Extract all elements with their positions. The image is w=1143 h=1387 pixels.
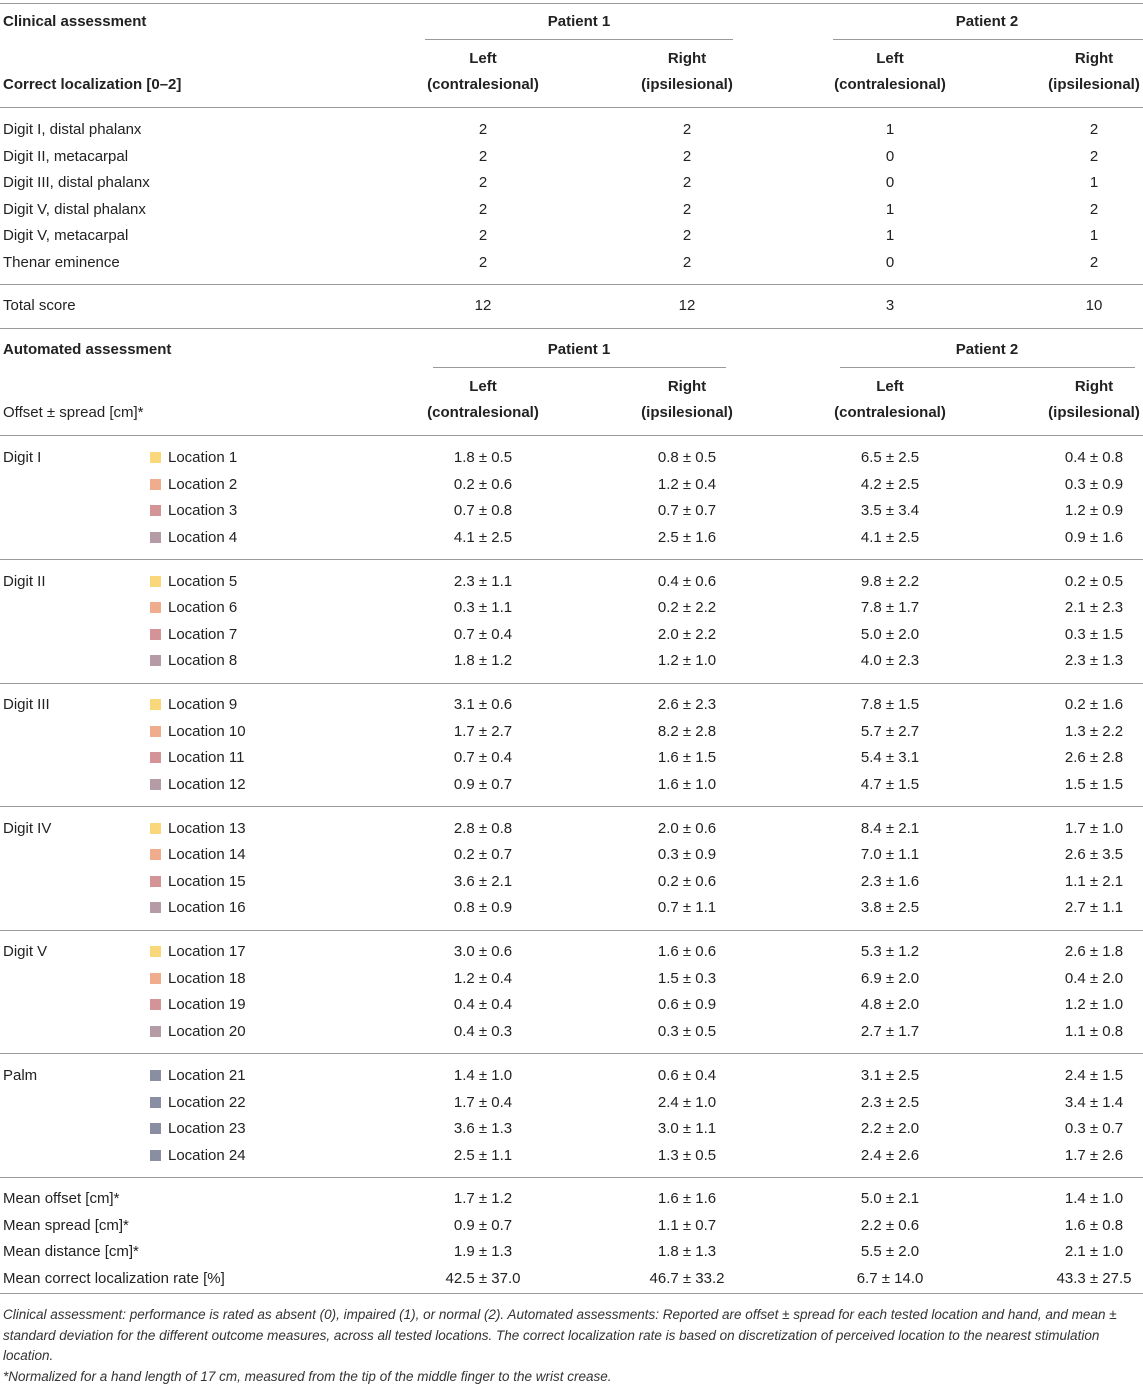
patient-underline (840, 367, 1135, 368)
table-footnote (3, 1305, 1141, 1387)
patient-underline (425, 39, 733, 40)
location-label: Location 4 (168, 528, 238, 546)
table-cell: 0.2 ± 0.6 (453, 475, 513, 493)
location-color-swatch (150, 973, 161, 984)
clinical-subheader: Correct localization [0–2] (3, 76, 182, 93)
table-cell: 0.3 ± 0.7 (1064, 1120, 1124, 1137)
summary-cell: 1.8 ± 1.3 (657, 1243, 717, 1260)
table-cell: 0.4 ± 0.8 (1064, 449, 1124, 466)
table-cell: 1.1 ± 0.8 (1064, 1022, 1124, 1040)
table-cell: 0.4 ± 0.4 (453, 996, 513, 1014)
summary-cell: 46.7 ± 33.2 (649, 1269, 725, 1287)
table-cell: 4.0 ± 2.3 (860, 652, 920, 670)
row-label: Digit III, distal phalanx (3, 174, 150, 191)
table-cell: 0 (885, 147, 895, 165)
patient-header: Patient 2 (955, 13, 1019, 30)
column-side-header: Right (1074, 378, 1114, 395)
footnote-main: Clinical assessment: performance is rated as absent (0), impaired (1), or normal (2). Automated assessments: Reported are offset ± spread for each tested location and hand, and mean ± standard deviation for the different outcome measures, across all tested locations. The correct localization rate is based on discretization of perceived location to the nearest stimulation location. (3, 1307, 1117, 1363)
table-cell: 0.6 ± 0.9 (657, 996, 717, 1014)
location-label: Location 13 (168, 819, 246, 837)
total-cell: 12 (678, 297, 696, 314)
bottom-rule (0, 1293, 1143, 1294)
patient-header: Patient 2 (955, 341, 1019, 358)
table-cell: 2 (1089, 121, 1099, 138)
table-cell: 1.8 ± 0.5 (453, 449, 513, 466)
location-color-swatch (150, 602, 161, 613)
table-cell: 2 (682, 200, 692, 218)
table-cell: 2.0 ± 2.2 (657, 625, 717, 643)
table-cell: 0.7 ± 1.1 (657, 899, 717, 917)
table-cell: 2 (1089, 253, 1099, 271)
table-cell: 2.5 ± 1.1 (453, 1146, 513, 1164)
summary-cell: 1.6 ± 1.6 (657, 1190, 717, 1207)
location-label: Location 23 (168, 1120, 246, 1137)
table-cell: 1.4 ± 1.0 (453, 1067, 513, 1084)
table-cell: 0.2 ± 2.2 (657, 599, 717, 617)
table-cell: 1.2 ± 0.4 (453, 969, 513, 987)
group-rule (0, 806, 1143, 807)
summary-cell: 0.9 ± 0.7 (453, 1216, 513, 1234)
location-color-swatch (150, 1150, 161, 1161)
table-cell: 2.0 ± 0.6 (657, 819, 717, 837)
table-cell: 7.8 ± 1.5 (860, 696, 920, 714)
table-cell: 3.0 ± 0.6 (453, 943, 513, 961)
total-cell: 3 (885, 297, 895, 314)
table-cell: 2.5 ± 1.6 (657, 528, 717, 546)
summary-cell: 1.4 ± 1.0 (1064, 1190, 1124, 1207)
column-side-header: Right (667, 50, 707, 67)
table-cell: 1.2 ± 1.0 (657, 652, 717, 670)
table-cell: 1.5 ± 1.5 (1064, 775, 1124, 793)
table-cell: 2.6 ± 2.8 (1064, 749, 1124, 767)
table-cell: 3.8 ± 2.5 (860, 899, 920, 917)
table-cell: 1 (885, 121, 895, 138)
column-side-header: Right (1074, 50, 1114, 67)
table-cell: 5.7 ± 2.7 (860, 722, 920, 740)
column-desc-header: (contralesional) (427, 76, 539, 93)
table-cell: 4.7 ± 1.5 (860, 775, 920, 793)
header-rule (0, 435, 1143, 436)
table-cell: 4.1 ± 2.5 (453, 528, 513, 546)
table-cell: 0.8 ± 0.9 (453, 899, 513, 917)
table-cell: 1.2 ± 1.0 (1064, 996, 1124, 1014)
table-cell: 2 (1089, 200, 1099, 218)
table-cell: 1.5 ± 0.3 (657, 969, 717, 987)
table-cell: 8.2 ± 2.8 (657, 722, 717, 740)
table-cell: 0.3 ± 1.5 (1064, 625, 1124, 643)
table-cell: 1.1 ± 2.1 (1064, 872, 1124, 890)
location-color-swatch (150, 823, 161, 834)
location-label: Location 7 (168, 625, 238, 643)
location-color-swatch (150, 1026, 161, 1037)
group-label: Digit II (3, 572, 46, 590)
summary-label: Mean offset [cm]* (3, 1190, 120, 1207)
table-cell: 2.3 ± 2.5 (860, 1093, 920, 1111)
table-cell: 1.2 ± 0.9 (1064, 502, 1124, 519)
patient-header: Patient 1 (547, 341, 611, 358)
location-color-swatch (150, 629, 161, 640)
table-cell: 0.4 ± 2.0 (1064, 969, 1124, 987)
column-desc-header: (contralesional) (427, 404, 539, 421)
location-color-swatch (150, 1097, 161, 1108)
summary-cell: 5.0 ± 2.1 (860, 1190, 920, 1207)
automated-title: Automated assessment (3, 341, 172, 358)
table-cell: 1.6 ± 1.0 (657, 775, 717, 793)
table-cell: 1.7 ± 2.7 (453, 722, 513, 740)
table-cell: 2.7 ± 1.1 (1064, 899, 1124, 917)
group-rule (0, 930, 1143, 931)
table-cell: 0.9 ± 1.6 (1064, 528, 1124, 546)
column-side-header: Left (876, 378, 904, 395)
table-cell: 2 (478, 253, 488, 271)
table-cell: 2.7 ± 1.7 (860, 1022, 920, 1040)
patient-underline (833, 39, 1143, 40)
table-cell: 1.3 ± 0.5 (657, 1146, 717, 1164)
summary-cell: 1.6 ± 0.8 (1064, 1216, 1124, 1234)
summary-cell: 6.7 ± 14.0 (856, 1269, 924, 1287)
table-cell: 0.7 ± 0.4 (453, 625, 513, 643)
table-cell: 2.1 ± 2.3 (1064, 599, 1124, 617)
table-cell: 4.2 ± 2.5 (860, 475, 920, 493)
location-color-swatch (150, 576, 161, 587)
table-cell: 2.3 ± 1.3 (1064, 652, 1124, 670)
table-cell: 0.3 ± 1.1 (453, 599, 513, 617)
location-label: Location 24 (168, 1146, 246, 1164)
table-cell: 2.2 ± 2.0 (860, 1120, 920, 1137)
total-cell: 12 (474, 297, 492, 314)
group-label: Digit III (3, 696, 50, 714)
table-cell: 2 (682, 147, 692, 165)
location-color-swatch (150, 779, 161, 790)
patient-header: Patient 1 (547, 13, 611, 30)
table-cell: 6.9 ± 2.0 (860, 969, 920, 987)
summary-label: Mean spread [cm]* (3, 1216, 129, 1234)
table-cell: 3.0 ± 1.1 (657, 1120, 717, 1137)
location-label: Location 1 (168, 449, 238, 466)
column-desc-header: (ipsilesional) (1048, 76, 1140, 93)
location-label: Location 6 (168, 599, 238, 617)
group-label: Digit V (3, 943, 48, 961)
location-color-swatch (150, 505, 161, 516)
table-cell: 2.4 ± 1.5 (1064, 1067, 1124, 1084)
table-cell: 3.5 ± 3.4 (860, 502, 920, 519)
group-rule (0, 559, 1143, 560)
row-label: Digit V, metacarpal (3, 227, 129, 244)
total-label: Total score (3, 297, 76, 314)
summary-label: Mean distance [cm]* (3, 1243, 139, 1260)
table-cell: 2.3 ± 1.1 (453, 572, 513, 590)
group-rule (0, 1177, 1143, 1178)
table-cell: 2.6 ± 1.8 (1064, 943, 1124, 961)
column-side-header: Right (667, 378, 707, 395)
table-cell: 3.4 ± 1.4 (1064, 1093, 1124, 1111)
table-cell: 0.2 ± 0.7 (453, 846, 513, 864)
location-color-swatch (150, 699, 161, 710)
table-cell: 1 (885, 227, 895, 244)
column-side-header: Left (469, 50, 497, 67)
row-label: Digit V, distal phalanx (3, 200, 146, 218)
table-cell: 1 (885, 200, 895, 218)
table-cell: 2.6 ± 3.5 (1064, 846, 1124, 864)
table-cell: 0.3 ± 0.9 (657, 846, 717, 864)
table-cell: 4.8 ± 2.0 (860, 996, 920, 1014)
column-side-header: Left (876, 50, 904, 67)
table-cell: 2 (478, 174, 488, 191)
row-label: Digit I, distal phalanx (3, 121, 142, 138)
table-cell: 2 (478, 227, 488, 244)
summary-cell: 42.5 ± 37.0 (445, 1269, 521, 1287)
table-cell: 2 (1089, 147, 1099, 165)
table-cell: 6.5 ± 2.5 (860, 449, 920, 466)
location-color-swatch (150, 999, 161, 1010)
location-label: Location 3 (168, 502, 238, 519)
location-color-swatch (150, 1070, 161, 1081)
table-cell: 1 (1089, 174, 1099, 191)
table-cell: 0 (885, 253, 895, 271)
table-cell: 2.6 ± 2.3 (657, 696, 717, 714)
table-cell: 1.6 ± 0.6 (657, 943, 717, 961)
table-cell: 0.3 ± 0.9 (1064, 475, 1124, 493)
location-label: Location 19 (168, 996, 246, 1014)
location-label: Location 11 (168, 749, 245, 767)
table-cell: 2 (682, 174, 692, 191)
table-cell: 2 (478, 200, 488, 218)
table-cell: 0.7 ± 0.8 (453, 502, 513, 519)
table-cell: 7.0 ± 1.1 (860, 846, 920, 864)
table-cell: 0.3 ± 0.5 (657, 1022, 717, 1040)
location-label: Location 22 (168, 1093, 246, 1111)
column-desc-header: (contralesional) (834, 404, 946, 421)
table-cell: 0.2 ± 0.5 (1064, 572, 1124, 590)
table-cell: 3.1 ± 2.5 (860, 1067, 920, 1084)
table-cell: 7.8 ± 1.7 (860, 599, 920, 617)
location-color-swatch (150, 752, 161, 763)
table-cell: 0.2 ± 1.6 (1064, 696, 1124, 714)
table-cell: 2.4 ± 1.0 (657, 1093, 717, 1111)
table-cell: 2.8 ± 0.8 (453, 819, 513, 837)
location-color-swatch (150, 876, 161, 887)
table-cell: 0 (885, 174, 895, 191)
table-cell: 3.1 ± 0.6 (453, 696, 513, 714)
table-cell: 2 (478, 121, 488, 138)
location-label: Location 8 (168, 652, 238, 670)
row-label: Digit II, metacarpal (3, 147, 129, 165)
table-cell: 1.7 ± 2.6 (1064, 1146, 1124, 1164)
location-label: Location 20 (168, 1022, 246, 1040)
summary-cell: 5.5 ± 2.0 (860, 1243, 920, 1260)
table-cell: 0.7 ± 0.4 (453, 749, 513, 767)
summary-label: Mean correct localization rate [%] (3, 1269, 225, 1287)
summary-cell: 1.9 ± 1.3 (453, 1243, 513, 1260)
table-cell: 1.3 ± 2.2 (1064, 722, 1124, 740)
row-rule (0, 284, 1143, 285)
group-label: Digit IV (3, 819, 52, 837)
table-cell: 8.4 ± 2.1 (860, 819, 920, 837)
column-desc-header: (ipsilesional) (641, 404, 733, 421)
summary-cell: 1.7 ± 1.2 (453, 1190, 513, 1207)
location-color-swatch (150, 1123, 161, 1134)
location-label: Location 9 (168, 696, 238, 714)
table-cell: 9.8 ± 2.2 (860, 572, 920, 590)
location-label: Location 12 (168, 775, 246, 793)
total-cell: 10 (1085, 297, 1103, 314)
patient-underline (433, 367, 726, 368)
group-rule (0, 683, 1143, 684)
automated-subheader: Offset ± spread [cm]* (3, 404, 144, 421)
table-cell: 0.4 ± 0.6 (657, 572, 717, 590)
summary-cell: 1.1 ± 0.7 (657, 1216, 717, 1234)
group-label: Digit I (3, 449, 42, 466)
column-desc-header: (contralesional) (834, 76, 946, 93)
location-label: Location 15 (168, 872, 246, 890)
table-cell: 2 (682, 121, 692, 138)
location-color-swatch (150, 479, 161, 490)
table-cell: 5.3 ± 1.2 (860, 943, 920, 961)
table-cell: 0.8 ± 0.5 (657, 449, 717, 466)
table-cell: 0.9 ± 0.7 (453, 775, 513, 793)
row-label: Thenar eminence (3, 253, 120, 271)
location-color-swatch (150, 726, 161, 737)
table-cell: 2.4 ± 2.6 (860, 1146, 920, 1164)
section-rule (0, 328, 1143, 329)
table-cell: 5.4 ± 3.1 (860, 749, 920, 767)
column-side-header: Left (469, 378, 497, 395)
location-label: Location 21 (168, 1067, 246, 1084)
summary-cell: 2.1 ± 1.0 (1064, 1243, 1124, 1260)
table-cell: 3.6 ± 1.3 (453, 1120, 513, 1137)
table-cell: 3.6 ± 2.1 (453, 872, 513, 890)
table-cell: 2 (682, 227, 692, 244)
clinical-title: Clinical assessment (3, 13, 147, 30)
group-label: Palm (3, 1067, 38, 1084)
location-color-swatch (150, 655, 161, 666)
table-cell: 2 (478, 147, 488, 165)
location-label: Location 14 (168, 846, 246, 864)
location-label: Location 18 (168, 969, 246, 987)
table-cell: 2 (682, 253, 692, 271)
location-color-swatch (150, 946, 161, 957)
table-cell: 0.4 ± 0.3 (453, 1022, 513, 1040)
summary-cell: 2.2 ± 0.6 (860, 1216, 920, 1234)
header-rule (0, 107, 1143, 108)
column-desc-header: (ipsilesional) (1048, 404, 1140, 421)
table-cell: 1 (1089, 227, 1099, 244)
footnote-normalization: *Normalized for a hand length of 17 cm, measured from the tip of the middle finger to the wrist crease. (3, 1368, 612, 1384)
table-cell: 0.6 ± 0.4 (657, 1067, 717, 1084)
table-cell: 2.3 ± 1.6 (860, 872, 920, 890)
table-cell: 0.7 ± 0.7 (657, 502, 717, 519)
table-cell: 1.6 ± 1.5 (657, 749, 717, 767)
location-label: Location 5 (168, 572, 238, 590)
group-rule (0, 1053, 1143, 1054)
summary-cell: 43.3 ± 27.5 (1056, 1269, 1132, 1287)
column-desc-header: (ipsilesional) (641, 76, 733, 93)
table-cell: 1.7 ± 0.4 (453, 1093, 513, 1111)
location-label: Location 17 (168, 943, 246, 961)
table-cell: 0.2 ± 0.6 (657, 872, 717, 890)
table-cell: 1.8 ± 1.2 (453, 652, 513, 670)
table-cell: 1.2 ± 0.4 (657, 475, 717, 493)
location-color-swatch (150, 902, 161, 913)
table-cell: 5.0 ± 2.0 (860, 625, 920, 643)
location-color-swatch (150, 532, 161, 543)
location-label: Location 16 (168, 899, 246, 917)
table-cell: 1.7 ± 1.0 (1064, 819, 1124, 837)
top-rule (0, 3, 1143, 4)
location-label: Location 10 (168, 722, 246, 740)
location-color-swatch (150, 452, 161, 463)
location-label: Location 2 (168, 475, 238, 493)
location-color-swatch (150, 849, 161, 860)
table-cell: 4.1 ± 2.5 (860, 528, 920, 546)
